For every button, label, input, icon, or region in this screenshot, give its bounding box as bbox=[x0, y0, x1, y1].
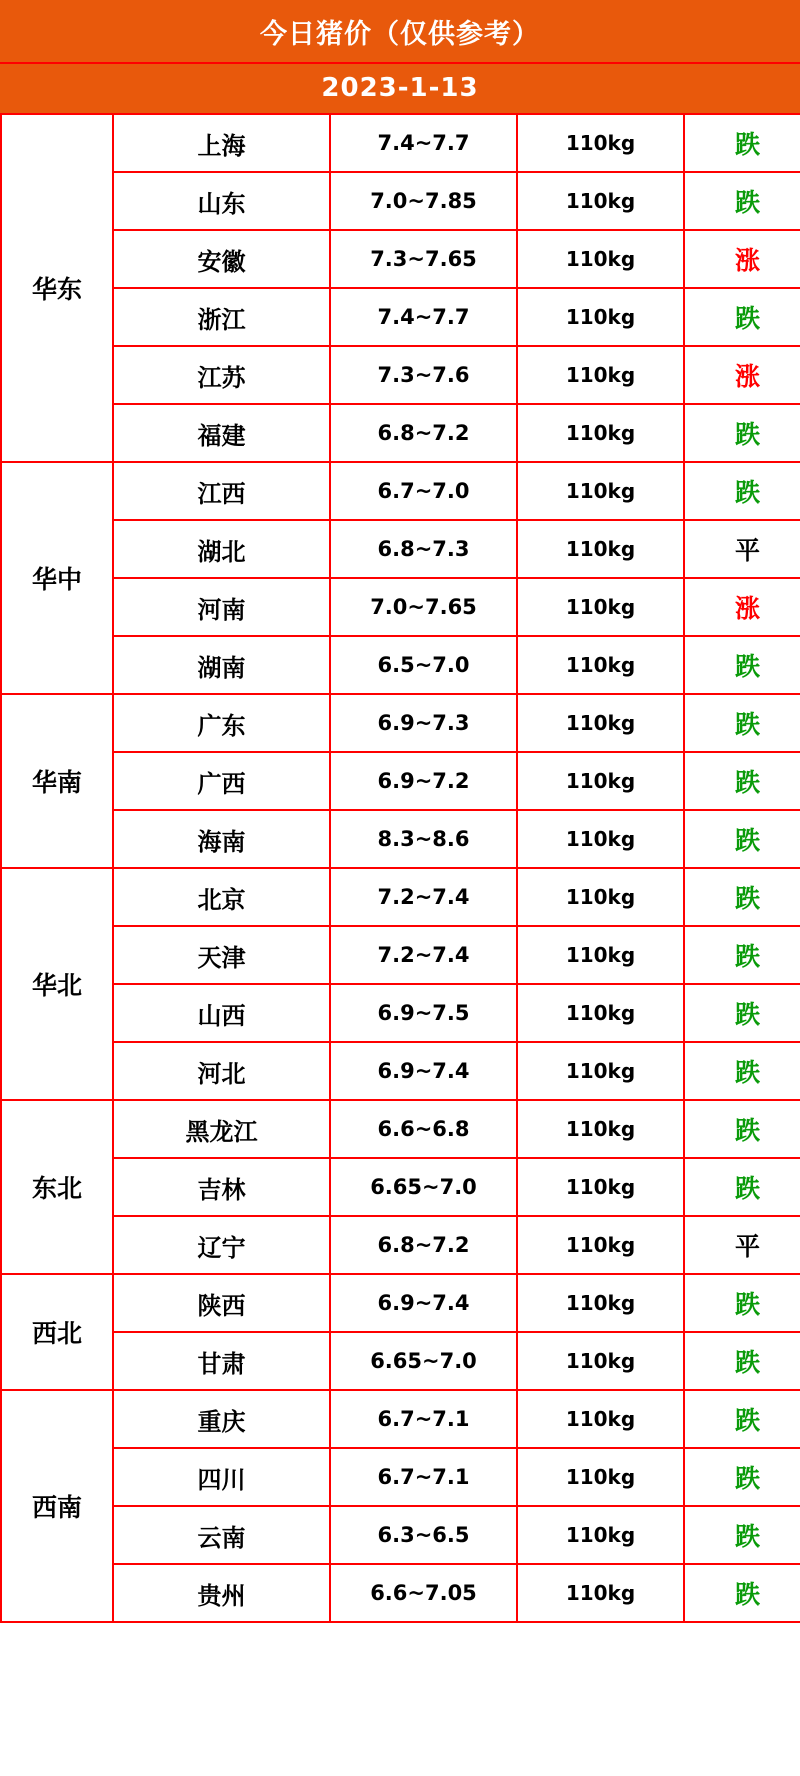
province-cell: 陕西 bbox=[113, 1274, 330, 1332]
weight-cell: 110kg bbox=[517, 984, 684, 1042]
weight-cell: 110kg bbox=[517, 1042, 684, 1100]
weight-cell: 110kg bbox=[517, 1158, 684, 1216]
trend-cell: 跌 bbox=[684, 926, 800, 984]
table-row bbox=[1, 346, 800, 404]
trend-cell: 跌 bbox=[684, 752, 800, 810]
weight-cell: 110kg bbox=[517, 346, 684, 404]
province-cell: 山东 bbox=[113, 172, 330, 230]
price-cell: 7.3~7.6 bbox=[330, 346, 517, 404]
province-cell: 天津 bbox=[113, 926, 330, 984]
price-cell: 6.8~7.2 bbox=[330, 1216, 517, 1274]
price-cell: 6.8~7.3 bbox=[330, 520, 517, 578]
trend-cell: 跌 bbox=[684, 1506, 800, 1564]
weight-cell: 110kg bbox=[517, 1332, 684, 1390]
trend-cell: 跌 bbox=[684, 984, 800, 1042]
trend-cell: 跌 bbox=[684, 172, 800, 230]
price-cell: 6.7~7.1 bbox=[330, 1390, 517, 1448]
trend-cell: 跌 bbox=[684, 1332, 800, 1390]
weight-cell: 110kg bbox=[517, 114, 684, 172]
province-cell: 广东 bbox=[113, 694, 330, 752]
price-cell: 7.3~7.65 bbox=[330, 230, 517, 288]
price-cell: 6.7~7.1 bbox=[330, 1448, 517, 1506]
weight-cell: 110kg bbox=[517, 230, 684, 288]
province-cell: 江苏 bbox=[113, 346, 330, 404]
table-row bbox=[1, 172, 800, 230]
price-cell: 6.65~7.0 bbox=[330, 1332, 517, 1390]
province-cell: 福建 bbox=[113, 404, 330, 462]
price-cell: 7.2~7.4 bbox=[330, 926, 517, 984]
weight-cell: 110kg bbox=[517, 1100, 684, 1158]
trend-cell: 跌 bbox=[684, 1390, 800, 1448]
table-row bbox=[1, 984, 800, 1042]
region-cell: 华南 bbox=[1, 694, 113, 868]
trend-cell: 涨 bbox=[684, 230, 800, 288]
table-row bbox=[1, 752, 800, 810]
province-cell: 湖北 bbox=[113, 520, 330, 578]
province-cell: 上海 bbox=[113, 114, 330, 172]
table-row bbox=[1, 288, 800, 346]
weight-cell: 110kg bbox=[517, 520, 684, 578]
weight-cell: 110kg bbox=[517, 868, 684, 926]
price-cell: 7.4~7.7 bbox=[330, 114, 517, 172]
weight-cell: 110kg bbox=[517, 694, 684, 752]
province-cell: 甘肃 bbox=[113, 1332, 330, 1390]
province-cell: 湖南 bbox=[113, 636, 330, 694]
price-table-body bbox=[1, 114, 800, 1622]
province-cell: 黑龙江 bbox=[113, 1100, 330, 1158]
province-cell: 河南 bbox=[113, 578, 330, 636]
region-cell: 华中 bbox=[1, 462, 113, 694]
province-cell: 江西 bbox=[113, 462, 330, 520]
province-cell: 山西 bbox=[113, 984, 330, 1042]
page-title: 今日猪价（仅供参考） bbox=[0, 0, 800, 64]
trend-cell: 跌 bbox=[684, 1448, 800, 1506]
table-row bbox=[1, 404, 800, 462]
trend-cell: 涨 bbox=[684, 578, 800, 636]
weight-cell: 110kg bbox=[517, 752, 684, 810]
price-cell: 6.65~7.0 bbox=[330, 1158, 517, 1216]
table-row bbox=[1, 810, 800, 868]
table-row bbox=[1, 694, 800, 752]
date-label: 2023-1-13 bbox=[0, 64, 800, 113]
price-cell: 7.2~7.4 bbox=[330, 868, 517, 926]
weight-cell: 110kg bbox=[517, 810, 684, 868]
table-row bbox=[1, 1506, 800, 1564]
weight-cell: 110kg bbox=[517, 404, 684, 462]
price-cell: 7.0~7.85 bbox=[330, 172, 517, 230]
price-cell: 7.0~7.65 bbox=[330, 578, 517, 636]
region-cell: 华北 bbox=[1, 868, 113, 1100]
table-row bbox=[1, 1448, 800, 1506]
table-row bbox=[1, 520, 800, 578]
price-cell: 6.9~7.5 bbox=[330, 984, 517, 1042]
price-cell: 6.9~7.4 bbox=[330, 1042, 517, 1100]
trend-cell: 跌 bbox=[684, 636, 800, 694]
trend-cell: 平 bbox=[684, 520, 800, 578]
weight-cell: 110kg bbox=[517, 462, 684, 520]
weight-cell: 110kg bbox=[517, 288, 684, 346]
trend-cell: 跌 bbox=[684, 1158, 800, 1216]
province-cell: 海南 bbox=[113, 810, 330, 868]
province-cell: 四川 bbox=[113, 1448, 330, 1506]
weight-cell: 110kg bbox=[517, 1564, 684, 1622]
price-cell: 6.9~7.2 bbox=[330, 752, 517, 810]
price-cell: 6.7~7.0 bbox=[330, 462, 517, 520]
trend-cell: 涨 bbox=[684, 346, 800, 404]
price-cell: 6.9~7.3 bbox=[330, 694, 517, 752]
region-cell: 华东 bbox=[1, 114, 113, 462]
trend-cell: 跌 bbox=[684, 1100, 800, 1158]
table-row bbox=[1, 230, 800, 288]
price-cell: 6.6~7.05 bbox=[330, 1564, 517, 1622]
price-cell: 6.9~7.4 bbox=[330, 1274, 517, 1332]
weight-cell: 110kg bbox=[517, 1390, 684, 1448]
price-cell: 7.4~7.7 bbox=[330, 288, 517, 346]
region-cell: 西南 bbox=[1, 1390, 113, 1622]
province-cell: 云南 bbox=[113, 1506, 330, 1564]
table-row bbox=[1, 868, 800, 926]
table-row bbox=[1, 1158, 800, 1216]
province-cell: 河北 bbox=[113, 1042, 330, 1100]
table-row bbox=[1, 926, 800, 984]
table-row bbox=[1, 1100, 800, 1158]
province-cell: 浙江 bbox=[113, 288, 330, 346]
trend-cell: 跌 bbox=[684, 1274, 800, 1332]
price-cell: 6.6~6.8 bbox=[330, 1100, 517, 1158]
province-cell: 辽宁 bbox=[113, 1216, 330, 1274]
table-row bbox=[1, 1332, 800, 1390]
table-row bbox=[1, 1274, 800, 1332]
trend-cell: 跌 bbox=[684, 404, 800, 462]
table-row bbox=[1, 462, 800, 520]
table-row bbox=[1, 1564, 800, 1622]
trend-cell: 平 bbox=[684, 1216, 800, 1274]
table-row bbox=[1, 1390, 800, 1448]
trend-cell: 跌 bbox=[684, 1042, 800, 1100]
trend-cell: 跌 bbox=[684, 288, 800, 346]
price-cell: 6.8~7.2 bbox=[330, 404, 517, 462]
price-table bbox=[0, 113, 800, 1623]
weight-cell: 110kg bbox=[517, 1448, 684, 1506]
province-cell: 广西 bbox=[113, 752, 330, 810]
province-cell: 北京 bbox=[113, 868, 330, 926]
table-row bbox=[1, 114, 800, 172]
trend-cell: 跌 bbox=[684, 462, 800, 520]
province-cell: 贵州 bbox=[113, 1564, 330, 1622]
price-cell: 8.3~8.6 bbox=[330, 810, 517, 868]
weight-cell: 110kg bbox=[517, 1274, 684, 1332]
trend-cell: 跌 bbox=[684, 694, 800, 752]
region-cell: 西北 bbox=[1, 1274, 113, 1390]
weight-cell: 110kg bbox=[517, 926, 684, 984]
table-row bbox=[1, 1042, 800, 1100]
trend-cell: 跌 bbox=[684, 868, 800, 926]
province-cell: 安徽 bbox=[113, 230, 330, 288]
weight-cell: 110kg bbox=[517, 578, 684, 636]
trend-cell: 跌 bbox=[684, 114, 800, 172]
region-cell: 东北 bbox=[1, 1100, 113, 1274]
weight-cell: 110kg bbox=[517, 1216, 684, 1274]
weight-cell: 110kg bbox=[517, 172, 684, 230]
province-cell: 吉林 bbox=[113, 1158, 330, 1216]
province-cell: 重庆 bbox=[113, 1390, 330, 1448]
table-row bbox=[1, 636, 800, 694]
weight-cell: 110kg bbox=[517, 636, 684, 694]
trend-cell: 跌 bbox=[684, 1564, 800, 1622]
price-cell: 6.5~7.0 bbox=[330, 636, 517, 694]
table-row bbox=[1, 1216, 800, 1274]
price-cell: 6.3~6.5 bbox=[330, 1506, 517, 1564]
weight-cell: 110kg bbox=[517, 1506, 684, 1564]
trend-cell: 跌 bbox=[684, 810, 800, 868]
table-row bbox=[1, 578, 800, 636]
